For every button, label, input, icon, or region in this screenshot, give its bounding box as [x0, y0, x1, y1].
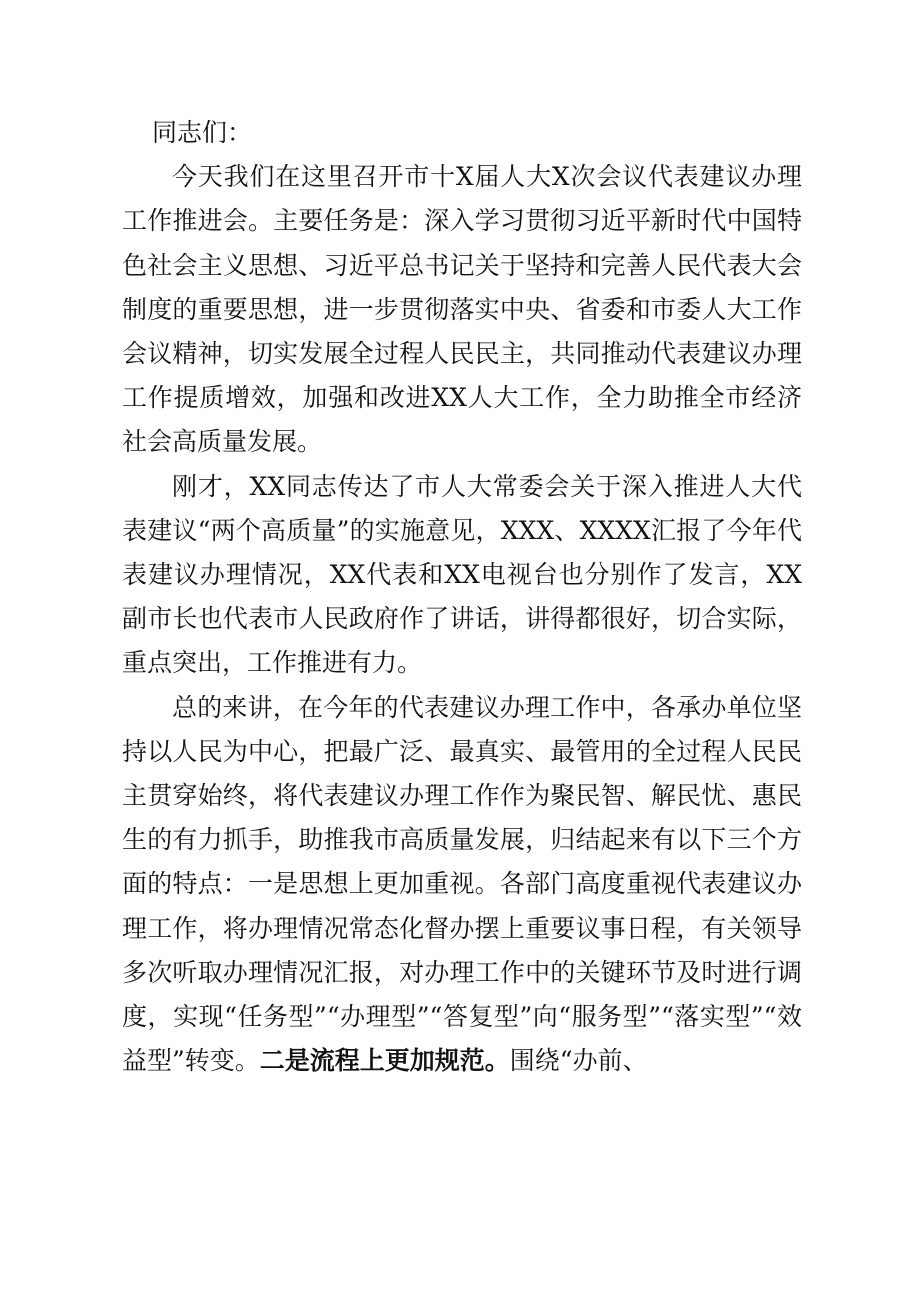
paragraph-2: 刚才，XX同志传达了市人大常委会关于深入推进人大代表建议“两个高质量”的实施意见，XXX、XXXX汇报了今年代表建议办理情况，XX代表和XX电视台也分别作了发言，XX副市长也代表市人民政府作了讲话，讲得都很好，切合实际，重点突出，工作推进有力。 [122, 471, 802, 678]
paragraph-3 [122, 686, 802, 1084]
document-body [122, 111, 802, 1083]
paragraph-3-bold-heading: 二是流程上更加规范。 [259, 1046, 510, 1076]
paragraph-1: 今天我们在这里召开市十X届人大X次会议代表建议办理工作推进会。主要任务是：深入学习贯彻习近平新时代中国特色社会主义思想、习近平总书记关于坚持和完善人民代表大会制度的重要思想，进一步贯彻落实中央、省委和市委人大工作会议精神，切实发展全过程人民民主，共同推动代表建议办理工作提质增效，加强和改进XX人大工作，全力助推全市经济社会高质量发展。 [122, 162, 802, 457]
paragraph-3-text-end: 围绕“办前、 [509, 1046, 648, 1076]
paragraph-3-text-start: 总的来讲，在今年的代表建议办理工作中，各承办单位坚持以人民为中心，把最广泛、最真实、最管用的全过程人民民主贯穿始终，将代表建议办理工作作为聚民智、解民忧、惠民生的有力抓手，助推我市高质量发展，归结起来有以下三个方面的特点：一是思想上更加重视。各部门高度重视代表建议办理工作，将办理情况常态化督办摆上重要议事日程，有关领导多次听取办理情况汇报，对办理工作中的关键环节及时进行调度，实现“任务型”“办理型”“答复型”向“服务型”“落实型”“效益型”转变。 [122, 692, 802, 1076]
salutation: 同志们： [152, 118, 253, 147]
